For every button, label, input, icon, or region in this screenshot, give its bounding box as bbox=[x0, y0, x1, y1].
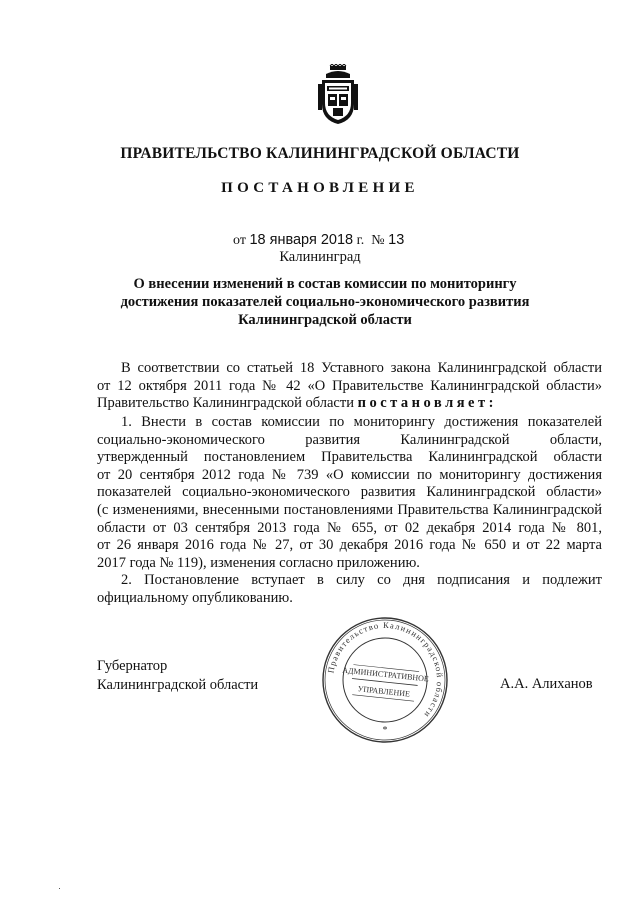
text-line: В соответствии со статьей 18 Уставного закона Калининградской области bbox=[121, 360, 602, 376]
document-dateline bbox=[233, 232, 404, 249]
document-subject bbox=[100, 275, 550, 329]
text-line: утвержденный постановлением Правительства Калининградской области bbox=[97, 449, 602, 466]
text-line: области от 03 сентября 2013 года № 655, от 02 декабря 2014 года № 801, bbox=[97, 519, 602, 536]
stamp-center-line: УПРАВЛЕНИЕ bbox=[357, 684, 411, 699]
clause-1-paragraph bbox=[97, 414, 602, 572]
signatory-name: А.А. Алиханов bbox=[500, 676, 593, 692]
text-line: официальному опубликованию. bbox=[97, 589, 293, 606]
government-title: ПРАВИТЕЛЬСТВО КАЛИНИНГРАДСКОЙ ОБЛАСТИ bbox=[120, 145, 520, 162]
position-line: Губернатор bbox=[97, 658, 168, 674]
subject-line: О внесении изменений в состав комиссии по мониторингу bbox=[133, 276, 517, 292]
text-line bbox=[97, 395, 602, 413]
document-type-title: ПОСТАНОВЛЕНИЕ bbox=[221, 180, 419, 196]
stamp-center-line: АДМИНИСТРАТИВНОЕ bbox=[341, 665, 430, 684]
year-suffix: г. bbox=[356, 233, 365, 248]
text-line: 1. Внести в состав комиссии по мониторингу достижения показателей bbox=[121, 414, 602, 430]
document-date: 18 января 2018 bbox=[249, 232, 354, 248]
coat-of-arms-emblem bbox=[318, 64, 358, 126]
clause-2-paragraph bbox=[97, 572, 602, 607]
text-line: от 12 октября 2011 года № 42 «О Правительстве Калининградской области» bbox=[97, 377, 602, 394]
official-stamp bbox=[320, 615, 450, 745]
text-line: 2. Постановление вступает в силу со дня подписания и подлежит bbox=[121, 572, 602, 588]
text-line: социально-экономического развития Калининградской области, bbox=[97, 431, 602, 448]
text-line: 2017 года № 119), изменения согласно приложению. bbox=[97, 554, 420, 571]
document-number: 13 bbox=[388, 232, 405, 248]
scan-speck bbox=[59, 888, 60, 889]
position-line: Калининградской области bbox=[97, 677, 259, 693]
preamble-paragraph bbox=[97, 360, 602, 413]
date-prefix: от bbox=[233, 233, 246, 248]
document-city: Калининград bbox=[279, 249, 361, 265]
text-line: (с изменениями, внесенными постановлениями Правительства Калининградской bbox=[97, 501, 602, 518]
text-line: показателей социально-экономического развития Калининградской области» bbox=[97, 484, 602, 501]
subject-line: достижения показателей социально-экономического развития bbox=[120, 294, 530, 310]
text-line: от 20 сентября 2012 года № 739 «О комиссии по мониторингу достижения bbox=[97, 466, 602, 483]
signatory-position bbox=[97, 657, 258, 695]
subject-line: Калининградской области bbox=[238, 312, 412, 328]
resolves-word: постановляет: bbox=[357, 395, 497, 412]
text-line-part: Правительство Калининградской области bbox=[97, 395, 354, 412]
number-sign: № bbox=[371, 233, 385, 248]
stamp-star: * bbox=[382, 725, 388, 736]
text-line: от 26 января 2016 года № 27, от 30 декабря 2016 года № 650 и от 22 марта bbox=[97, 537, 602, 554]
stamp-ring-text: Правительство Калининградской области bbox=[325, 619, 446, 721]
